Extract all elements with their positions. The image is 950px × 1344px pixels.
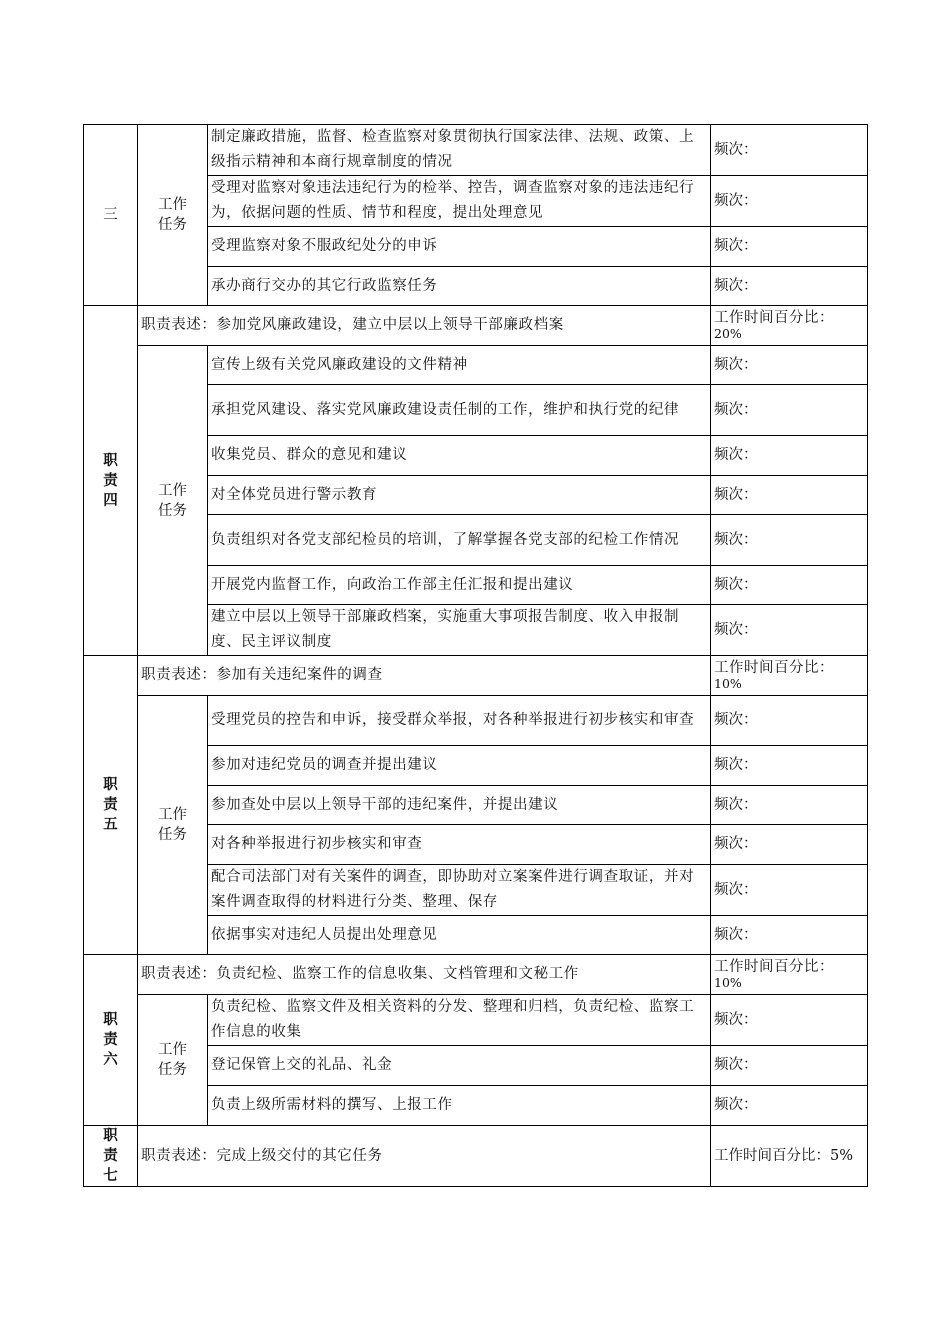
task-header-line: 任务 [158,217,187,233]
frequency-cell: 频次： [711,125,868,176]
task-header-line: 工作 [158,197,187,213]
duty7-description: 职责表述：完成上级交付的其它任务 [138,1126,711,1187]
task-header-line: 工作 [158,1042,187,1058]
label-char: 责 [103,796,118,813]
label-char: 七 [103,1167,118,1184]
frequency-cell: 频次： [711,515,868,566]
frequency-cell: 频次： [711,995,868,1046]
duty5-description: 职责表述：参加有关违纪案件的调查 [138,656,711,696]
duty6-task: 负责纪检、监察文件及相关资料的分发、整理和归档，负责纪检、监察工作信息的收集 [208,995,711,1046]
pct-label: 工作时间百分比： [714,309,834,326]
duty4-task: 对全体党员进行警示教育 [208,476,711,515]
task-header-line: 任务 [158,827,187,843]
label-char: 六 [103,1051,118,1068]
label-char: 职 [103,1127,118,1144]
frequency-cell: 频次： [711,566,868,605]
duty6-time-percent [711,955,868,995]
label-char: 五 [103,816,118,833]
label-char: 责 [103,1031,118,1048]
duty4-description: 职责表述：参加党风廉政建设，建立中层以上领导干部廉政档案 [138,306,711,346]
frequency-cell: 频次： [711,346,868,385]
frequency-cell: 频次： [711,1086,868,1126]
duty6-description: 职责表述：负责纪检、监察工作的信息收集、文档管理和文秘工作 [138,955,711,995]
task-header-line: 任务 [158,502,187,519]
pct-value: 20% [714,325,742,341]
frequency-cell: 频次： [711,227,868,267]
label-char: 职 [103,1011,118,1028]
duty5-task: 受理党员的控告和申诉，接受群众举报，对各种举报进行初步核实和审查 [208,696,711,746]
duty5-task: 依据事实对违纪人员提出处理意见 [208,916,711,955]
duty-table [83,124,868,1187]
duty3-label: 三 [84,125,138,306]
duty7-label [84,1126,138,1187]
duty6-task-header [138,995,208,1126]
label-char: 职 [103,451,118,469]
duty5-label [84,656,138,955]
task-header-line: 任务 [158,1062,187,1078]
duty6-label [84,955,138,1126]
duty6-task: 登记保管上交的礼品、礼金 [208,1046,711,1086]
pct-label: 工作时间百分比： [714,659,834,676]
duty4-task: 开展党内监督工作，向政治工作部主任汇报和提出建议 [208,566,711,605]
duty4-label [84,306,138,656]
duty5-task: 参加查处中层以上领导干部的违纪案件，并提出建议 [208,786,711,825]
duty4-task-header [138,346,208,656]
duty5-task-header [138,696,208,955]
duty4-task: 建立中层以上领导干部廉政档案，实施重大事项报告制度、收入申报制度、民主评议制度 [208,605,711,656]
duty4-task: 承担党风建设、落实党风廉政建设责任制的工作，维护和执行党的纪律 [208,385,711,436]
frequency-cell: 频次： [711,825,868,865]
label-char: 职 [103,776,118,793]
frequency-cell: 频次： [711,476,868,515]
duty5-task: 配合司法部门对有关案件的调查，即协助对立案案件进行调查取证，并对案件调查取得的材料进行分类、整理、保存 [208,865,711,916]
frequency-cell: 频次： [711,786,868,825]
duty4-task: 负责组织对各党支部纪检员的培训，了解掌握各党支部的纪检工作情况 [208,515,711,566]
label-char: 责 [103,471,118,489]
duty4-task: 宣传上级有关党风廉政建设的文件精神 [208,346,711,385]
frequency-cell: 频次： [711,1046,868,1086]
frequency-cell: 频次： [711,436,868,476]
task-header-line: 工作 [158,807,187,823]
task-header-line: 工作 [158,482,187,499]
duty6-task: 负责上级所需材料的撰写、上报工作 [208,1086,711,1126]
duty3-task: 受理对监察对象违法违纪行为的检举、控告，调查监察对象的违法违纪行为，依据问题的性质、情节和程度，提出处理意见 [208,176,711,227]
pct-value: 10% [714,974,742,990]
duty3-task: 制定廉政措施，监督、检查监察对象贯彻执行国家法律、法规、政策、上级指示精神和本商行规章制度的情况 [208,125,711,176]
frequency-cell: 频次： [711,267,868,306]
pct-label: 工作时间百分比： [714,958,834,975]
frequency-cell: 频次： [711,176,868,227]
duty3-task-header [138,125,208,306]
duty3-task: 承办商行交办的其它行政监察任务 [208,267,711,306]
pct-value: 10% [714,675,742,691]
duty5-task: 对各种举报进行初步核实和审查 [208,825,711,865]
duty5-task: 参加对违纪党员的调查并提出建议 [208,746,711,786]
duty7-time-percent: 工作时间百分比：5% [711,1126,868,1187]
frequency-cell: 频次： [711,746,868,786]
frequency-cell: 频次： [711,696,868,746]
frequency-cell: 频次： [711,605,868,656]
duty4-time-percent [711,306,868,346]
duty3-task: 受理监察对象不服政纪处分的申诉 [208,227,711,267]
label-char: 责 [103,1147,118,1164]
duty5-time-percent [711,656,868,696]
frequency-cell: 频次： [711,865,868,916]
duty4-task: 收集党员、群众的意见和建议 [208,436,711,476]
frequency-cell: 频次： [711,916,868,955]
label-char: 四 [103,491,118,509]
frequency-cell: 频次： [711,385,868,436]
